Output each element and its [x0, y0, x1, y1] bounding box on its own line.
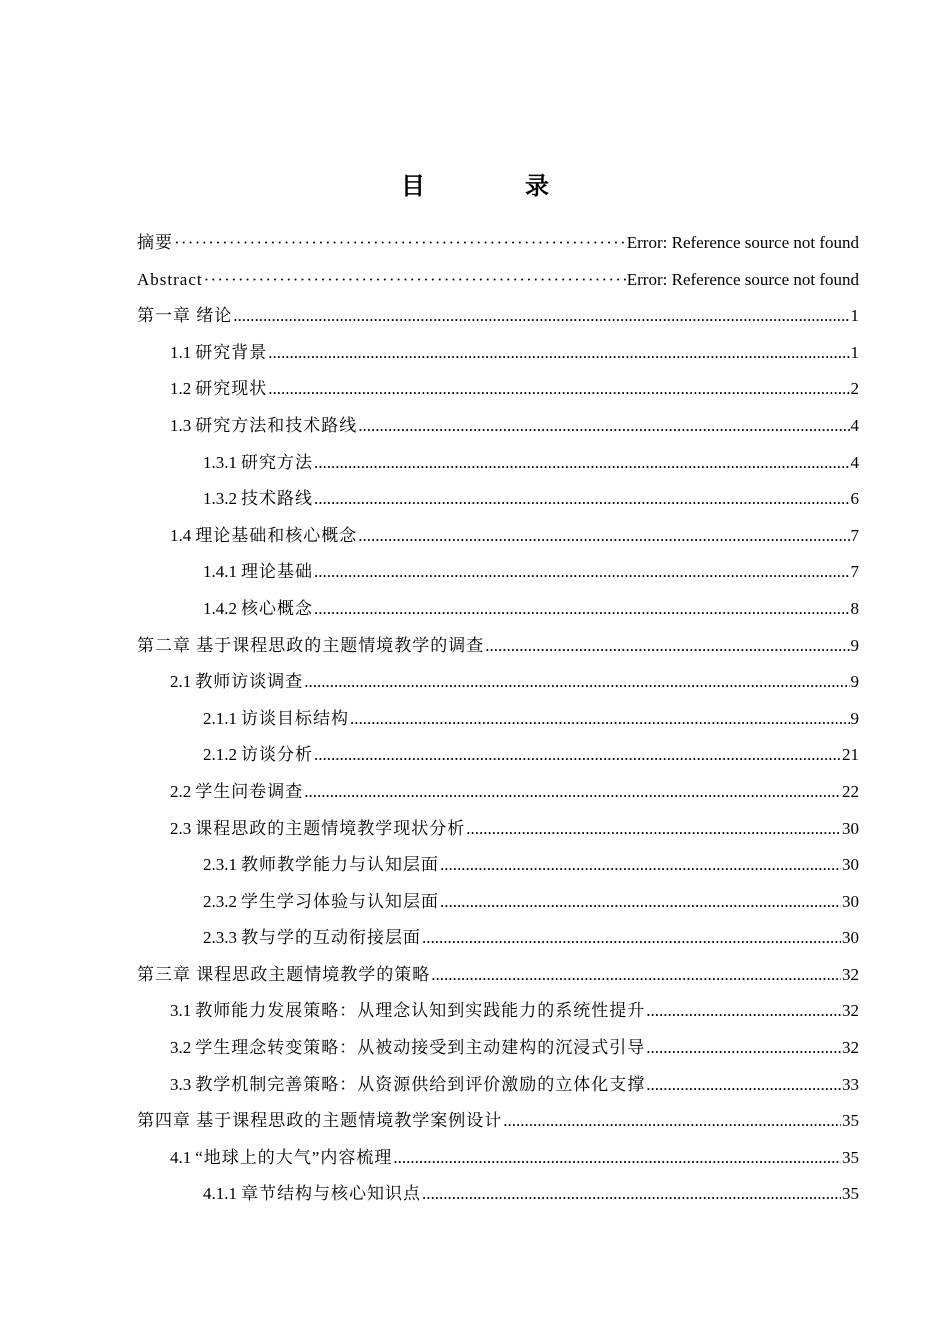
toc-entry-text: 访谈目标结构	[241, 708, 349, 728]
toc-entry-page: 22	[842, 781, 859, 801]
toc-entry-label	[170, 518, 357, 555]
toc-list	[137, 225, 859, 1213]
toc-entry-label	[137, 628, 484, 665]
toc-entry-label	[203, 920, 421, 957]
toc-entry-page: 9	[850, 708, 859, 728]
toc-entry-text: 教师教学能力与认知层面	[241, 855, 439, 875]
toc-entry-text: 第一章 绪论	[137, 306, 233, 326]
toc-entry-text: 章节结构与核心知识点	[241, 1184, 421, 1204]
toc-entry-page: 21	[842, 745, 859, 765]
toc-entry-text: 学生理念转变策略：从被动接受到主动建构的沉浸式引导	[195, 1038, 646, 1058]
toc-dot-leader	[646, 993, 841, 1030]
toc-entry[interactable]	[137, 554, 859, 591]
toc-entry-page: 7	[850, 562, 859, 582]
toc-entry-number: 1.4.2	[203, 598, 237, 618]
toc-entry-number: 1.4	[170, 525, 192, 545]
toc-entry-text: 第三章 课程思政主题情境教学的策略	[137, 964, 431, 984]
toc-entry-label	[137, 298, 232, 335]
toc-entry-number: 1.1	[170, 342, 192, 362]
toc-entry-text: 理论基础	[241, 562, 313, 582]
toc-title: 目 录	[401, 172, 587, 200]
toc-entry-label	[170, 774, 303, 811]
toc-entry-label	[137, 262, 203, 299]
toc-dot-leader	[646, 1067, 841, 1104]
toc-entry[interactable]	[137, 225, 859, 262]
toc-entry[interactable]	[137, 737, 859, 774]
toc-entry-text: 研究方法	[241, 452, 313, 472]
toc-entry-page: 1	[850, 306, 859, 326]
toc-entry-label	[203, 737, 313, 774]
toc-entry-label	[203, 1176, 421, 1213]
toc-entry[interactable]	[137, 335, 859, 372]
toc-entry-number: 2.1	[170, 672, 192, 692]
toc-entry-page: 30	[842, 928, 859, 948]
toc-entry[interactable]	[137, 1140, 859, 1177]
toc-entry[interactable]	[137, 481, 859, 518]
toc-entry[interactable]	[137, 811, 859, 848]
toc-entry-label	[203, 701, 349, 738]
toc-entry-number: 2.2	[170, 781, 192, 801]
toc-entry[interactable]	[137, 628, 859, 665]
toc-dot-leader	[440, 847, 841, 884]
toc-entry-number: 4.1.1	[203, 1184, 237, 1204]
toc-entry-number: 2.3.2	[203, 891, 237, 911]
toc-entry[interactable]	[137, 1176, 859, 1213]
toc-entry-text: 教学机制完善策略：从资源供给到评价激励的立体化支撑	[195, 1074, 646, 1094]
toc-entry[interactable]	[137, 262, 859, 299]
toc-entry-page: 6	[850, 489, 859, 509]
toc-entry-label	[170, 664, 303, 701]
toc-entry[interactable]	[137, 993, 859, 1030]
toc-dot-leader	[503, 1103, 841, 1140]
toc-entry[interactable]	[137, 774, 859, 811]
toc-entry-page: 8	[850, 598, 859, 618]
toc-entry-page: 2	[850, 379, 859, 399]
toc-dot-leader	[268, 335, 849, 372]
toc-entry-page: 35	[842, 1111, 859, 1131]
toc-entry-text: 研究现状	[195, 379, 268, 399]
toc-entry[interactable]	[137, 664, 859, 701]
toc-entry-number: 3.3	[170, 1074, 192, 1094]
toc-entry-text: 教师访谈调查	[195, 672, 304, 692]
toc-entry[interactable]	[137, 957, 859, 994]
toc-entry-number: 1.2	[170, 379, 192, 399]
toc-entry-label	[203, 445, 313, 482]
toc-entry-number: 2.3.1	[203, 855, 237, 875]
toc-entry-page: 32	[842, 1038, 859, 1058]
toc-entry-number: 2.1.1	[203, 708, 237, 728]
toc-entry-text: 研究方法和技术路线	[195, 415, 358, 435]
toc-dot-leader	[314, 481, 850, 518]
toc-entry-page: 9	[850, 635, 859, 655]
toc-entry-page: 7	[850, 525, 859, 545]
toc-dot-leader	[314, 737, 841, 774]
toc-entry-text: 访谈分析	[241, 745, 313, 765]
toc-entry-number: 3.1	[170, 1001, 192, 1021]
toc-entry-label	[170, 1030, 645, 1067]
toc-entry-label	[203, 847, 439, 884]
toc-dot-leader	[304, 664, 849, 701]
toc-dot-leader	[233, 298, 849, 335]
toc-entry[interactable]	[137, 847, 859, 884]
toc-dot-leader	[431, 957, 841, 994]
toc-entry-page: 35	[842, 1184, 859, 1204]
toc-dot-leader	[314, 591, 850, 628]
toc-entry[interactable]	[137, 408, 859, 445]
toc-dot-leader	[314, 445, 850, 482]
toc-entry[interactable]	[137, 920, 859, 957]
toc-entry-number: 2.1.2	[203, 745, 237, 765]
toc-dot-leader	[268, 371, 849, 408]
toc-entry-label	[170, 371, 267, 408]
toc-entry[interactable]	[137, 1067, 859, 1104]
toc-entry-page: Error: Reference source not found	[626, 233, 859, 252]
toc-entry[interactable]	[137, 371, 859, 408]
toc-entry-page: 30	[842, 855, 859, 875]
toc-entry-text: Abstract	[137, 269, 203, 289]
toc-dot-leader	[304, 774, 841, 811]
toc-dot-leader	[204, 262, 626, 299]
toc-entry-number: 3.2	[170, 1038, 192, 1058]
toc-entry-number: 4.1	[170, 1147, 192, 1167]
toc-entry-label	[170, 1067, 645, 1104]
toc-entry-text: 理论基础和核心概念	[195, 525, 358, 545]
toc-entry-number: 1.3	[170, 415, 192, 435]
toc-entry[interactable]	[137, 884, 859, 921]
toc-entry-page: 30	[842, 818, 859, 838]
toc-entry-page: 4	[850, 415, 859, 435]
toc-entry-page: 30	[842, 891, 859, 911]
toc-entry-page: 9	[850, 672, 859, 692]
toc-entry-text: “地球上的大气”内容梳理	[195, 1147, 393, 1167]
toc-entry-label	[203, 591, 313, 628]
toc-entry-label	[203, 884, 439, 921]
toc-entry-label	[203, 554, 313, 591]
toc-entry-page: 32	[842, 1001, 859, 1021]
toc-entry[interactable]	[137, 445, 859, 482]
toc-entry-page: 33	[842, 1074, 859, 1094]
toc-entry-text: 学生问卷调查	[195, 781, 304, 801]
toc-entry-page: 4	[850, 452, 859, 472]
toc-entry-text: 研究背景	[195, 342, 268, 362]
toc-entry[interactable]	[137, 591, 859, 628]
toc-entry-text: 摘要	[137, 233, 173, 252]
toc-entry-text: 教师能力发展策略：从理念认知到实践能力的系统性提升	[195, 1001, 646, 1021]
toc-entry-text: 教与学的互动衔接层面	[241, 928, 421, 948]
toc-entry-page: Error: Reference source not found	[626, 269, 859, 289]
toc-entry-label	[170, 811, 465, 848]
toc-dot-leader	[646, 1030, 841, 1067]
toc-dot-leader	[485, 628, 849, 665]
toc-entry-text: 第二章 基于课程思政的主题情境教学的调查	[137, 635, 485, 655]
toc-entry-text: 技术路线	[241, 489, 313, 509]
toc-entry-text: 第四章 基于课程思政的主题情境教学案例设计	[137, 1111, 503, 1131]
toc-entry[interactable]	[137, 701, 859, 738]
toc-dot-leader	[174, 225, 626, 262]
toc-entry-label	[137, 225, 173, 262]
toc-entry[interactable]	[137, 1103, 859, 1140]
toc-dot-leader	[358, 408, 849, 445]
toc-entry-label	[137, 1103, 502, 1140]
toc-dot-leader	[440, 884, 841, 921]
toc-entry[interactable]	[137, 298, 859, 335]
toc-entry-text: 课程思政的主题情境教学现状分析	[195, 818, 466, 838]
toc-entry-number: 2.3.3	[203, 928, 237, 948]
toc-entry-label	[170, 1140, 392, 1177]
toc-entry[interactable]	[137, 518, 859, 555]
toc-dot-leader	[358, 518, 849, 555]
toc-entry-page: 1	[850, 342, 859, 362]
toc-dot-leader	[314, 554, 850, 591]
toc-entry-page: 35	[842, 1147, 859, 1167]
toc-entry-number: 2.3	[170, 818, 192, 838]
toc-dot-leader	[466, 811, 841, 848]
toc-entry-number: 1.3.2	[203, 489, 237, 509]
toc-entry-label	[170, 408, 357, 445]
toc-dot-leader	[422, 920, 841, 957]
toc-entry-text: 学生学习体验与认知层面	[241, 891, 439, 911]
toc-entry-text: 核心概念	[241, 598, 313, 618]
toc-entry-number: 1.4.1	[203, 562, 237, 582]
toc-entry-label	[170, 335, 267, 372]
toc-entry-label	[170, 993, 645, 1030]
toc-dot-leader	[350, 701, 850, 738]
toc-dot-leader	[422, 1176, 841, 1213]
toc-entry-page: 32	[842, 964, 859, 984]
toc-dot-leader	[393, 1140, 841, 1177]
toc-entry-label	[137, 957, 430, 994]
toc-entry-number: 1.3.1	[203, 452, 237, 472]
toc-entry[interactable]	[137, 1030, 859, 1067]
toc-entry-label	[203, 481, 313, 518]
